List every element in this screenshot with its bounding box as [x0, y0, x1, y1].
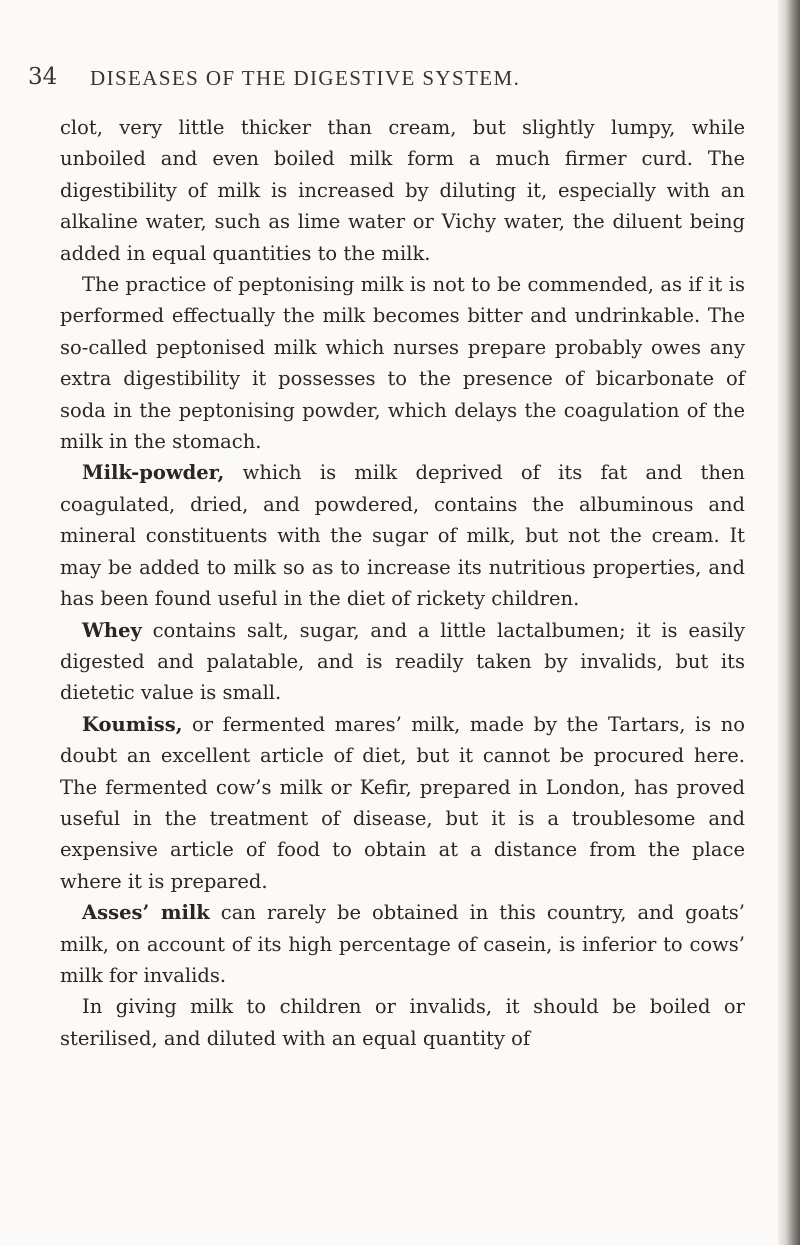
paragraph-term: Milk-powder,	[82, 461, 225, 485]
paragraph	[60, 709, 745, 897]
paragraph-term: Koumiss,	[82, 712, 183, 736]
running-head: DISEASES OF THE DIGESTIVE SYSTEM.	[90, 66, 521, 90]
paragraph	[60, 615, 745, 709]
paragraph-text: which is milk deprived of its fat and then coagulated, dried, and powdered, contains the albuminous and mineral constituents with the sugar of milk, but not the cream. It may be added to milk so as to increase its nutritious properties, and has been found useful in the diet of rickety children.	[60, 461, 745, 611]
paragraph	[60, 457, 745, 614]
paragraph-text: The practice of peptonising milk is not to be commended, as if it is performed effectually the milk becomes bitter and undrinkable. The so-called peptonised milk which nurses prepare probably owes any extra digestibility it possesses to the presence of bicarbonate of soda in the peptonising powder, which delays the coagulation of the milk in the stomach.	[60, 273, 745, 454]
paragraph-text: clot, very little thicker than cream, but slightly lumpy, while unboiled and even boiled milk form a much firmer curd. The digestibility of milk is increased by diluting it, especially with an alkaline water, such as lime water or Vichy water, the diluent being added in equal quantities to the milk.	[60, 116, 745, 265]
page-edge-shadow	[778, 0, 800, 1245]
paragraph-text: can rarely be obtained in this country, and goats’ milk, on account of its high percentage of casein, is inferior to cows’ milk for invalids.	[60, 901, 745, 987]
body-text	[60, 112, 745, 1054]
paragraph-text: contains salt, sugar, and a little lactalbumen; it is easily digested and palatable, and is readily taken by invalids, but its dietetic value is small.	[60, 618, 745, 705]
paragraph	[60, 991, 745, 1054]
page-header	[28, 64, 748, 98]
paragraph-text: In giving milk to children or invalids, it should be boiled or sterilised, and diluted with an equal quantity of	[60, 995, 745, 1050]
paragraph	[60, 112, 745, 269]
paragraph-term: Whey	[82, 618, 142, 642]
paragraph-term: Asses’ milk	[82, 901, 210, 925]
paragraph	[60, 897, 745, 991]
page-number: 34	[28, 64, 58, 90]
paragraph-text: or fermented mares’ milk, made by the Tartars, is no doubt an excellent article of diet, but it cannot be procured here. The fermented cow’s milk or Kefir, prepared in London, has proved useful in the treatment of disease, but it is a troublesome and expensive article of food to obtain at a distance from the place where it is prepared.	[60, 712, 745, 893]
paragraph	[60, 269, 745, 457]
